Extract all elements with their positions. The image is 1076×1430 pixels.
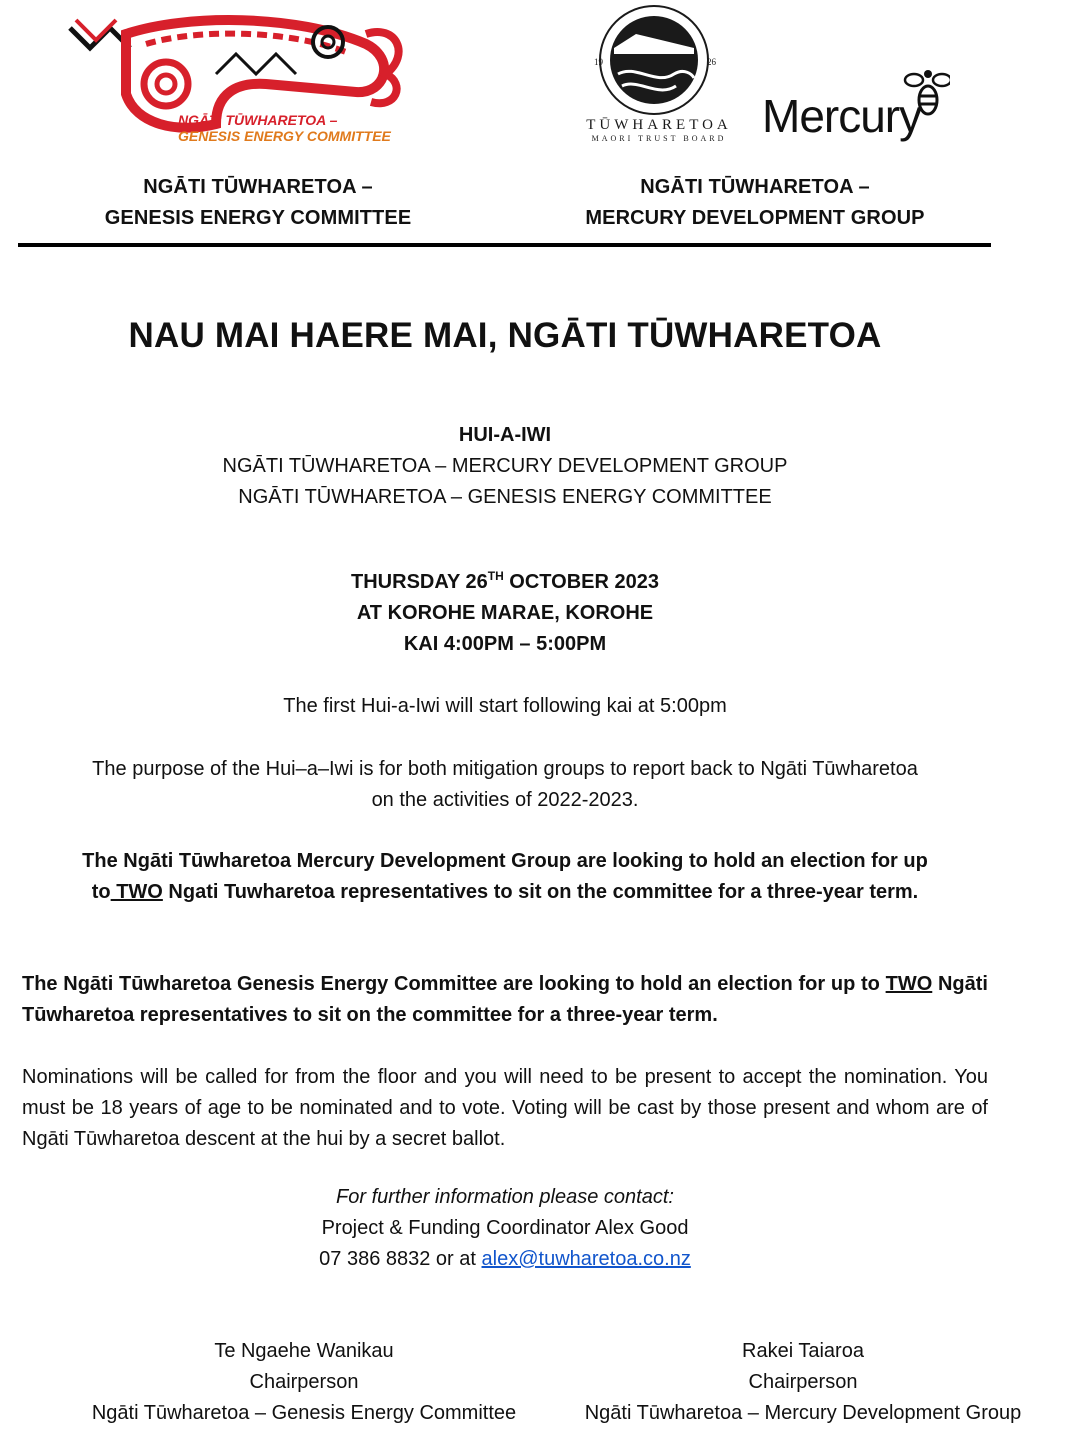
signature-left <box>0 1336 608 1429</box>
trust-board-name: TŪWHARETOA <box>586 117 732 133</box>
contact-phone-line <box>0 1244 1010 1275</box>
signature-right <box>540 1336 1066 1429</box>
genesis-committee-logo <box>66 14 418 150</box>
mercury-election-rest: Ngati Tuwharetoa representatives to sit on the committee for a three-year term. <box>162 881 919 903</box>
logo-spiral-1 <box>144 62 188 106</box>
genesis-election-paragraph <box>22 969 988 1031</box>
genesis-logo-graphic <box>66 14 418 150</box>
signature-right-org: Ngāti Tūwharetoa – Mercury Development Group <box>584 1402 1022 1424</box>
signature-right-role: Chairperson <box>748 1371 858 1393</box>
trust-board-sub: MAORI TRUST BOARD <box>591 134 727 143</box>
contact-section <box>0 1182 1010 1275</box>
hui-line-genesis: NGĀTI TŪWHARETOA – GENESIS ENERGY COMMITTEE <box>238 486 772 508</box>
event-venue: AT KOROHE MARAE, KOROHE <box>356 602 654 624</box>
contact-email-link[interactable]: alex@tuwharetoa.co.nz <box>481 1248 691 1270</box>
header-left <box>18 172 498 234</box>
logo-spiral-1-inner <box>157 75 175 93</box>
signature-left-role: Chairperson <box>249 1371 359 1393</box>
seal-year-right: 26 <box>707 57 716 67</box>
purpose-line1: The purpose of the Hui–a–Iwi is for both mitigation groups to report back to Ngāti Tūwharetoa <box>92 758 918 780</box>
header-divider <box>18 243 991 247</box>
contact-intro: For further information please contact: <box>336 1186 674 1208</box>
seal-year-left: 19 <box>594 57 603 67</box>
contact-phone: 07 386 8832 or at <box>319 1248 482 1270</box>
contact-person: Project & Funding Coordinator Alex Good <box>321 1217 689 1239</box>
event-date-suffix: OCTOBER 2023 <box>503 571 659 593</box>
logo-text-line1: NGĀTI TŪWHARETOA – <box>178 112 338 128</box>
mercury-logo <box>760 70 950 150</box>
genesis-election-start: The Ngāti Tūwharetoa Genesis Energy Committee are looking to hold an election for up to <box>22 973 886 995</box>
mercury-logo-graphic <box>760 70 950 150</box>
signature-left-org: Ngāti Tūwharetoa – Genesis Energy Committee <box>91 1402 517 1424</box>
hui-section <box>0 420 1010 513</box>
header-right-line1: NGĀTI TŪWHARETOA – <box>640 176 870 198</box>
start-note: The first Hui-a-Iwi will start following kai at 5:00pm <box>283 695 727 717</box>
event-details <box>0 567 1010 660</box>
mercury-election-to: to <box>91 881 111 903</box>
genesis-election-two: TWO <box>885 973 933 995</box>
header-right <box>510 172 1000 234</box>
logo-inner-zigzag <box>216 54 296 74</box>
tuwharetoa-trust-board-logo <box>566 4 752 144</box>
tuwharetoa-seal-graphic <box>566 4 752 144</box>
purpose-line2: on the activities of 2022-2023. <box>371 789 639 811</box>
hui-heading: HUI-A-IWI <box>458 424 552 446</box>
mercury-wordmark: Mercury <box>762 90 922 142</box>
mercury-election-paragraph <box>22 846 988 908</box>
nominations-paragraph: Nominations will be called for from the floor and you will need to be present to accept the nomination. You must be 18 years of age to be nominated and to vote. Voting will be cast by those present and whom are of Ngāti Tūwharetoa descent at the hui by a secret ballot. <box>22 1066 988 1150</box>
header-left-line1: NGĀTI TŪWHARETOA – <box>143 176 373 198</box>
mercury-election-two: TWO <box>110 881 163 903</box>
purpose-paragraph <box>22 754 988 816</box>
event-kai-time: KAI 4:00PM – 5:00PM <box>403 633 607 655</box>
header-right-line2: MERCURY DEVELOPMENT GROUP <box>585 207 925 229</box>
hui-line-mercury: NGĀTI TŪWHARETOA – MERCURY DEVELOPMENT GROUP <box>222 455 788 477</box>
signature-right-name: Rakei Taiaroa <box>742 1340 864 1362</box>
page-title: NAU MAI HAERE MAI, NGĀTI TŪWHARETOA <box>128 316 882 355</box>
event-date-ordinal: TH <box>487 569 504 583</box>
mercury-election-line2 <box>22 877 988 908</box>
genesis-election-rest: Ngāti Tūwharetoa representatives to sit on the committee for a three-year term. <box>22 973 988 1026</box>
event-date-prefix: THURSDAY 26 <box>351 571 488 593</box>
mercury-election-line1: The Ngāti Tūwharetoa Mercury Development Group are looking to hold an election for up <box>82 850 928 872</box>
logo-text-line2: GENESIS ENERGY COMMITTEE <box>178 128 391 144</box>
header-left-line2: GENESIS ENERGY COMMITTEE <box>104 207 412 229</box>
event-date <box>0 567 1010 598</box>
signature-left-name: Te Ngaehe Wanikau <box>214 1340 394 1362</box>
seal-disc <box>610 16 698 104</box>
